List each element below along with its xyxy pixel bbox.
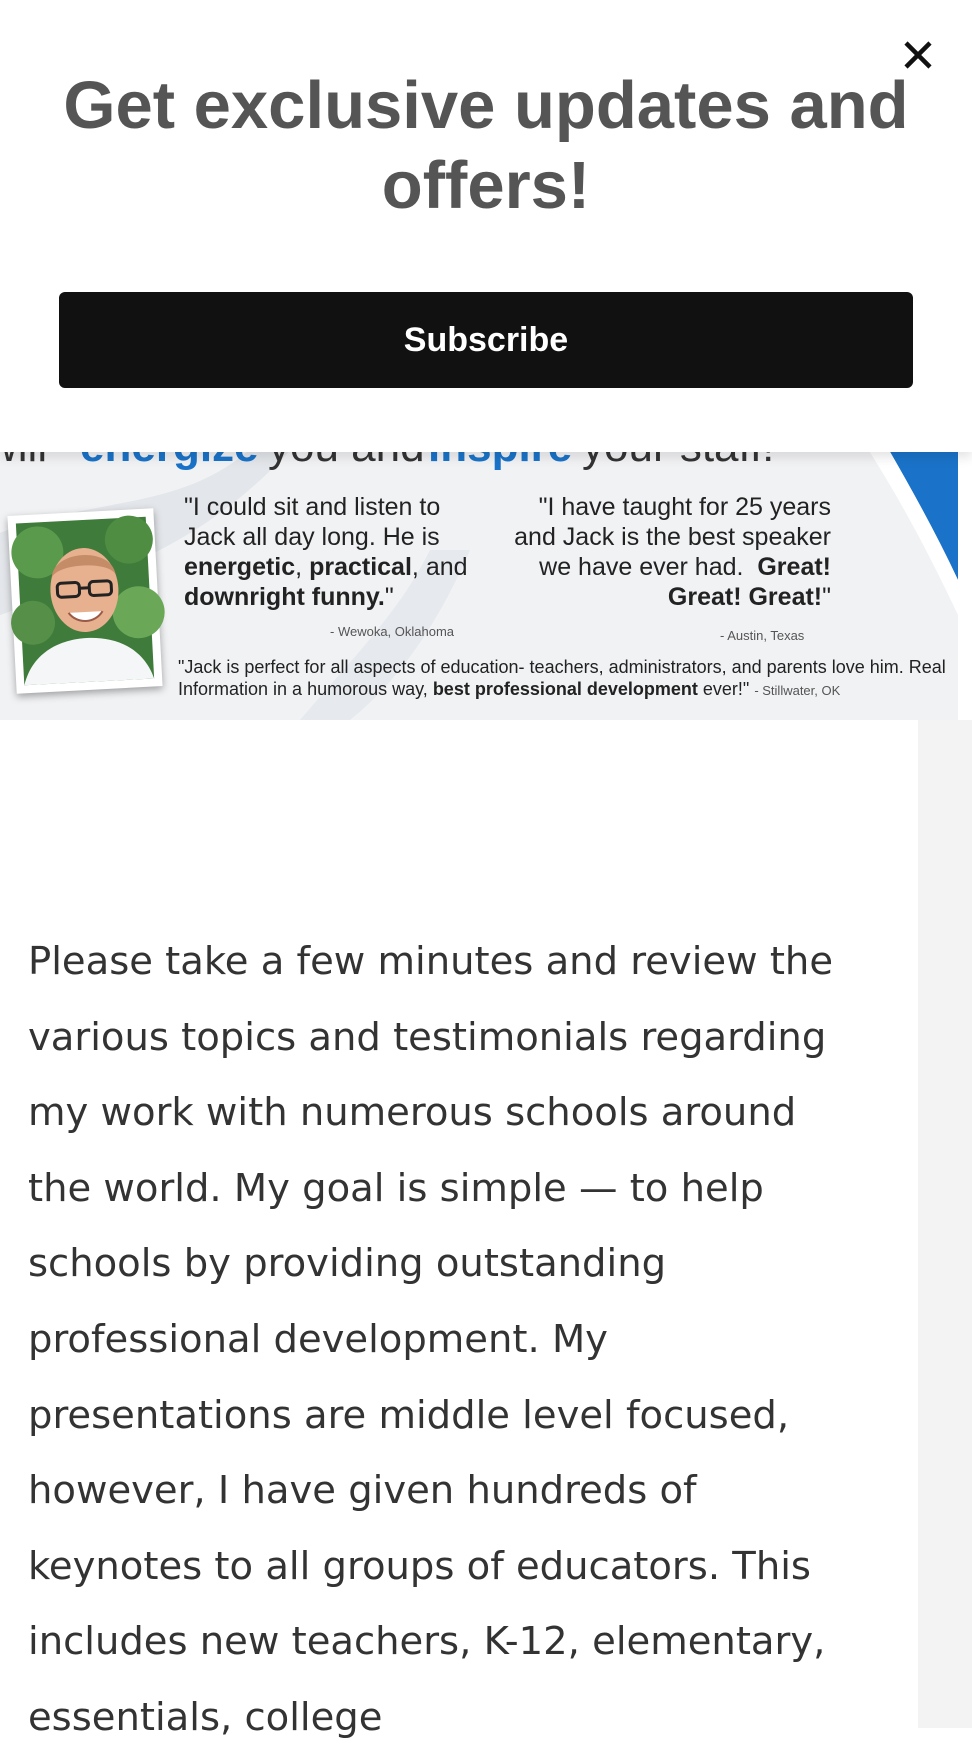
testimonial-bold: downright funny. bbox=[184, 583, 385, 611]
testimonial-text: " bbox=[822, 583, 831, 611]
testimonial-bold: Great! Great! bbox=[667, 583, 823, 611]
testimonial-line: Jack all day long. He is bbox=[184, 523, 440, 551]
testimonial-bold: Great! bbox=[757, 553, 831, 581]
speaker-portrait-icon bbox=[16, 517, 154, 686]
subscribe-button[interactable]: Subscribe bbox=[59, 292, 913, 388]
testimonial-text: ever!" bbox=[702, 679, 750, 699]
testimonial-text: " bbox=[384, 583, 394, 611]
testimonial-text: , bbox=[295, 553, 310, 581]
testimonial-text: , and bbox=[411, 553, 468, 581]
testimonial-source: - Wewoka, Oklahoma bbox=[330, 624, 455, 639]
testimonial-stillwater bbox=[178, 656, 948, 702]
testimonial-bold: practical bbox=[309, 553, 412, 581]
testimonial-bold: best professional development bbox=[432, 679, 698, 699]
article-body: Please take a few minutes and review the various topics and testimonials regarding my work with numerous schools around the world. My goal is simple — to help schools by providing outstanding professional development. My presentations are middle level focused, however, I have given hundreds of keynotes to all groups of educators. This includes new teachers, K-12, elementary, essentials, college bbox=[28, 939, 834, 1740]
testimonial-wewoka bbox=[184, 492, 494, 612]
testimonial-source: - Stillwater, OK bbox=[754, 683, 841, 698]
sidebar-gutter bbox=[918, 720, 972, 1728]
subscribe-popup bbox=[0, 0, 972, 452]
speaker-photo bbox=[7, 508, 162, 693]
testimonial-bold: energetic bbox=[184, 553, 296, 581]
testimonial-line: and Jack is the best speaker bbox=[514, 523, 831, 551]
popup-title: Get exclusive updates and offers! bbox=[63, 68, 909, 223]
testimonial-source: - Austin, Texas bbox=[720, 628, 805, 643]
testimonial-text: "Jack is perfect for all aspects of education- teachers, administrators, and parents love him. Real Information in a humorous way, bbox=[178, 657, 946, 699]
testimonial-line: "I could sit and listen to bbox=[184, 493, 441, 521]
testimonial-line: we have ever had. bbox=[539, 553, 744, 581]
testimonial-austin bbox=[505, 492, 831, 612]
testimonial-line: "I have taught for 25 years bbox=[538, 493, 831, 521]
